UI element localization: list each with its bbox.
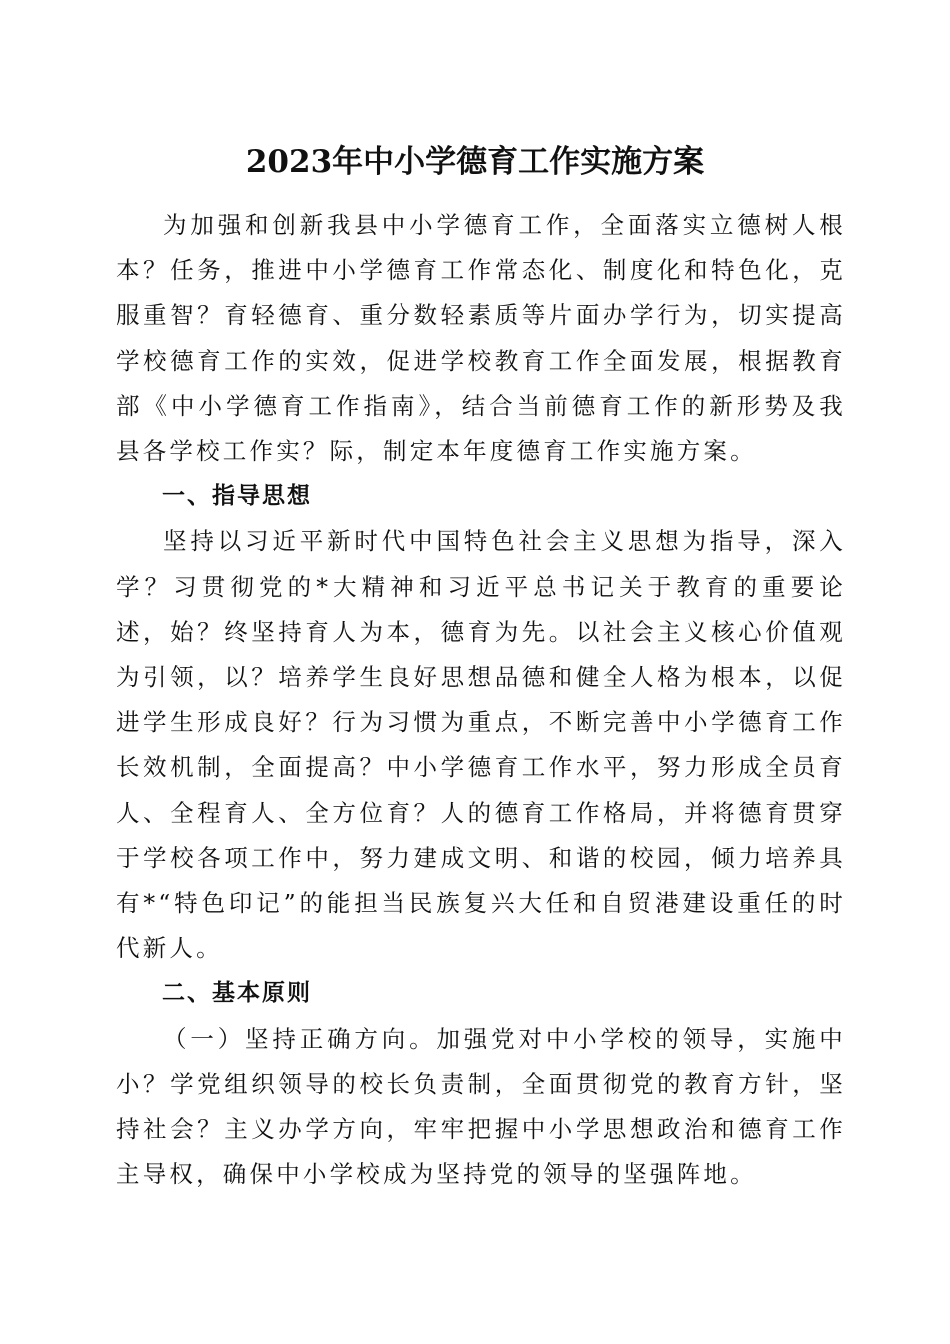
guiding-ideology-paragraph: 坚持以习近平新时代中国特色社会主义思想为指导，深入学？习贯彻党的*大精神和习近平总书记关于教育的重要论述，始？终坚持育人为本，德育为先。以社会主义核心价值观为引领，以？培养学生良好思想品德和健全人格为根本，以促进学生形成良好？行为习惯为重点，不断完善中小学德育工作长效机制，全面提高？中小学德育工作水平，努力形成全员育人、全程育人、全方位育？人的德育工作格局，并将德育贯穿于学校各项工作中，努力建成文明、和谐的校园，倾力培养具有*“特色印记”的能担当民族复兴大任和自贸港建设重任的时代新人。 — [116, 527, 846, 963]
section-heading-guiding-ideology: 一、指导思想 — [162, 483, 312, 510]
principle-item-1: （一）坚持正确方向。加强党对中小学校的领导，实施中小？学党组织领导的校长负责制，全面贯彻党的教育方针，坚持社会？主义办学方向，牢牢把握中小学思想政治和德育工作主导权，确保中小学校成为坚持党的领导的坚强阵地。 — [116, 1024, 846, 1189]
section-heading-basic-principles: 二、基本原则 — [162, 980, 312, 1007]
document-title: 2023年中小学德育工作实施方案 — [245, 144, 705, 180]
intro-paragraph: 为加强和创新我县中小学德育工作，全面落实立德树人根本？任务，推进中小学德育工作常态化、制度化和特色化，克服重智？育轻德育、重分数轻素质等片面办学行为，切实提高学校德育工作的实效，促进学校教育工作全面发展，根据教育部《中小学德育工作指南》，结合当前德育工作的新形势及我县各学校工作实？际，制定本年度德育工作实施方案。 — [116, 211, 846, 466]
document-body — [116, 203, 846, 1197]
